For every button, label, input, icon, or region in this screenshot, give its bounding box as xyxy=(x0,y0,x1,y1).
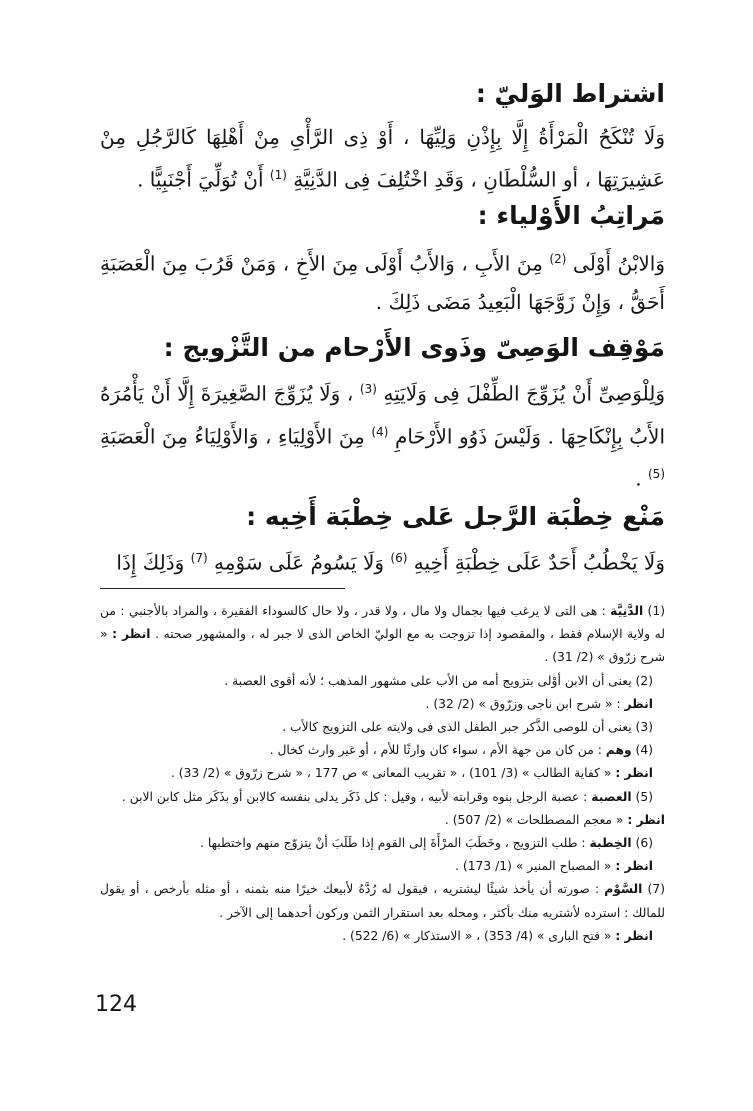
footnote-1: (1) الدَّنِيَّة : هى التى لا يرغب فيها بجمال ولا مال ، ولا قدر ، ولا حال كالسوداء الفقيرة ، والمراد بالأجنبي : من له ولاية الإسلام فقط ، والمقصود إذا تزوجت به مع الوليّ الخاص الذى لا جبر له ، والمشهور صحته . انظر : « شرح زرّوق » (2/ 31) . xyxy=(100,604,665,665)
section-heading: اشتراط الوَليّ : xyxy=(475,79,665,108)
section-proposal-ban xyxy=(100,499,665,582)
footnote-4-ref: انظر : « كفاية الطالب » (3/ 101) ، « تقريب المعانى » ص 177 ، « شرح زرّوق » (2/ 33) . xyxy=(170,766,653,781)
section-heading: مَوْقِف الوَصِىّ وذَوى الأَرْحام من التَّزْويج : xyxy=(163,333,665,362)
footnote-7: (7) السَّوْم : صورته أن يأخذ شيئًا ليشتريه ، فيقول له رُدَّهُ لأبيعك خيرًا منه بثمنه ، أو مثله بأرخص ، أو يقول للمالك : استرده لأشتريه منك بأكثر ، ومحله بعد استقرار الثمن وركون أحدهما إلى الآخر . xyxy=(100,882,665,920)
section-text: وَلِلْوَصِىِّ أَنْ يُزَوِّجَ الطِّفْلَ فِى وَلَايَتِهِ $^{(3)}$ ، وَلَا يُزَوِّجَ الصَّغِيرَةَ إِلَّا أَنْ يَأْمُرَهُ الأَبُ بِإِنْكَاحِهَا . وَلَيْسَ ذَوُو الأَرْحَامِ $^{(4)}$ مِنَ الأَوْلِيَاءِ ، وَالأَوْلِيَاءُ مِنَ الْعَصَبَةِ $^{(5)}$ . xyxy=(100,381,665,491)
footnote-ref: (6) xyxy=(390,551,408,565)
footnote-ref: (7) xyxy=(190,551,208,565)
footnote-5-ref: انظر : « معجم المصطلحات » (2/ 507) . xyxy=(444,812,665,827)
footnote-7-ref: انظر : « فتح البارى » (4/ 353) ، « الاستذكار » (6/ 522) . xyxy=(342,928,653,943)
section-wali-condition xyxy=(100,76,665,199)
section-guardian-ranks xyxy=(100,198,665,321)
footnote-2: (2) يعنى أن الابن أوْلى بتزويج أمه من الأب على مشهور المذهب ؛ لأنه أقوى العصبة . xyxy=(224,673,653,688)
section-guardian-position xyxy=(100,330,665,498)
footnote-ref: (5) xyxy=(647,467,665,482)
section-text: وَلَا يَخْطُبُ أَحَدٌ عَلَى خِطْبَةِ أَخِيهِ $^{(6)}$ وَلَا يَسُومُ عَلَى سَوْمِهِ $^{(7)}$ وَذَلِكَ إِذَا xyxy=(116,550,665,575)
section-text: وَلَا تُنْكَحُ الْمَرْأَةُ إِلَّا بِإِذْنِ وَلِيِّهَا ، أَوْ ذِى الرَّأْىِ مِنْ أَهْلِهَا كَالرَّجُلِ مِنْ عَشِيرَتِهَا ، أو السُّلْطَانِ ، وَقَدِ اخْتُلِفَ فِى الدَّنِيَّةِ $^{(1)}$ أَنْ تُوَلِّيَ أَجْنَبِيًّا . xyxy=(100,125,665,192)
footnote-4: (4) وهم : من كان من جهة الأم ، سواء كان وارثًا للأم ، أو غير وارث كخال . xyxy=(269,743,653,758)
footnote-ref: (3) xyxy=(359,382,377,396)
section-text: وَالابْنُ أَوْلَى $^{(2)}$ مِنَ الأَبِ ، وَالأَبُ أَوْلَى مِنَ الأَخِ ، وَمَنْ قَرُبَ مِنَ الْعَصَبَةِ أَحَقُّ ، وَإِنْ زَوَّجَهَا الْبَعِيدُ مَضَى ذَلِكَ . xyxy=(100,251,666,314)
section-heading: مَنْع خِطْبَة الرَّجل عَلى خِطْبَة أَخِيه : xyxy=(246,502,665,531)
footnote-ref: (1) xyxy=(269,168,287,182)
footnote-2-ref: انظر : « شرح ابن ناجى وزرّوق » (2/ 32) . xyxy=(425,696,653,711)
footnote-6-ref: انظر : « المصباح المنير » (1/ 173) . xyxy=(455,859,653,874)
footnote-3: (3) يعنى أن للوصى الذَّكر جبر الطفل الذى فى ولايته على التزويج كالأب . xyxy=(282,720,653,735)
footnote-ref: (4) xyxy=(371,424,389,439)
footnote-divider xyxy=(100,588,345,589)
page-number: 124 xyxy=(95,992,137,1017)
footnote-ref: (2) xyxy=(549,252,567,266)
section-heading: مَراتِبُ الأَوْلياء : xyxy=(477,201,665,230)
footnote-6: (6) الخِطبة : طلب التزويج ، وخَطَبَ المرْأَةَ إلى القوم إذا طَلَبَ أنْ يتزوّج منهم واختطبها . xyxy=(200,836,653,851)
footnotes xyxy=(100,600,665,948)
footnote-5: (5) العصبة : عصبة الرجل بنوه وقرابته لأبيه ، وقيل : كل ذَكَر يدلى بنفسه كالابن أو بذَكَر مثل كابن الابن . xyxy=(121,789,653,804)
